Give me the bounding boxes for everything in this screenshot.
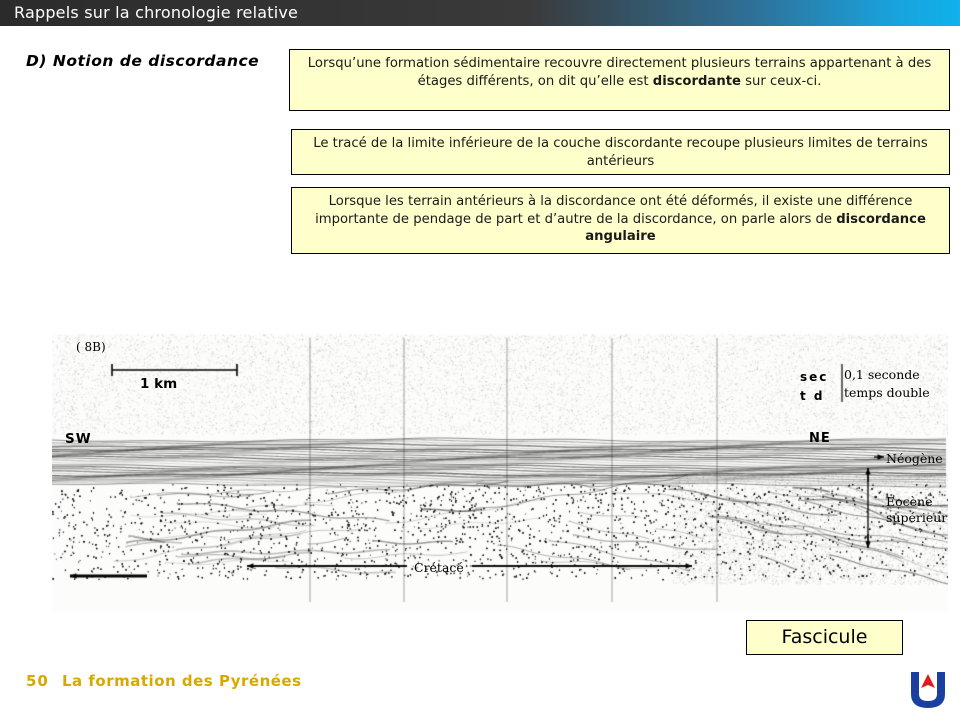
seismic-section-figure [52, 334, 948, 612]
note-text: Le tracé de la limite inférieure de la couche discordante recoupe plusieurs limites de terrains antérieurs [313, 136, 928, 169]
fascicule-callout: Fascicule [746, 620, 903, 655]
figure-scale-label: 1 km [140, 376, 178, 392]
note-box-definition [289, 49, 950, 111]
footer-title: La formation des Pyrénées [62, 672, 302, 690]
figure-td-value: temps double [844, 385, 930, 400]
figure-id-label: ( 8B) [76, 340, 106, 354]
university-logo-icon [905, 668, 951, 712]
figure-td-label: t d [800, 389, 825, 403]
figure-direction-ne: NE [809, 431, 831, 446]
page-title: Rappels sur la chronologie relative [14, 3, 299, 22]
note-emphasis: discordante [652, 73, 741, 89]
note-text: Lorsque les terrain antérieurs à la discordance ont été déformés, il existe une différence importante de pendage de part et d’autre de la discordance, on parle alors de [315, 194, 913, 227]
figure-sec-label: sec [800, 370, 829, 384]
note-text: sur ceux-ci. [740, 73, 822, 89]
figure-sec-value: 0,1 seconde [844, 367, 920, 382]
figure-unit-neogene: Néogène [886, 451, 943, 466]
note-box-angular [291, 187, 950, 254]
note-box-trace [291, 129, 950, 175]
section-heading: D) Notion de discordance [26, 52, 260, 70]
figure-unit-eocene-line2: supérieur [886, 510, 948, 525]
note-emphasis: discordance angulaire [585, 211, 926, 244]
figure-unit-eocene-line1: Eocène [886, 494, 933, 509]
note-text: Lorsqu’une formation sédimentaire recouvre directement plusieurs terrains appartenant à des étages différents, on dit qu’elle est [307, 56, 932, 89]
footer-page-number: 50 [26, 672, 49, 690]
figure-unit-cretace: Crétacé [414, 560, 464, 575]
figure-direction-sw: SW [65, 431, 92, 447]
